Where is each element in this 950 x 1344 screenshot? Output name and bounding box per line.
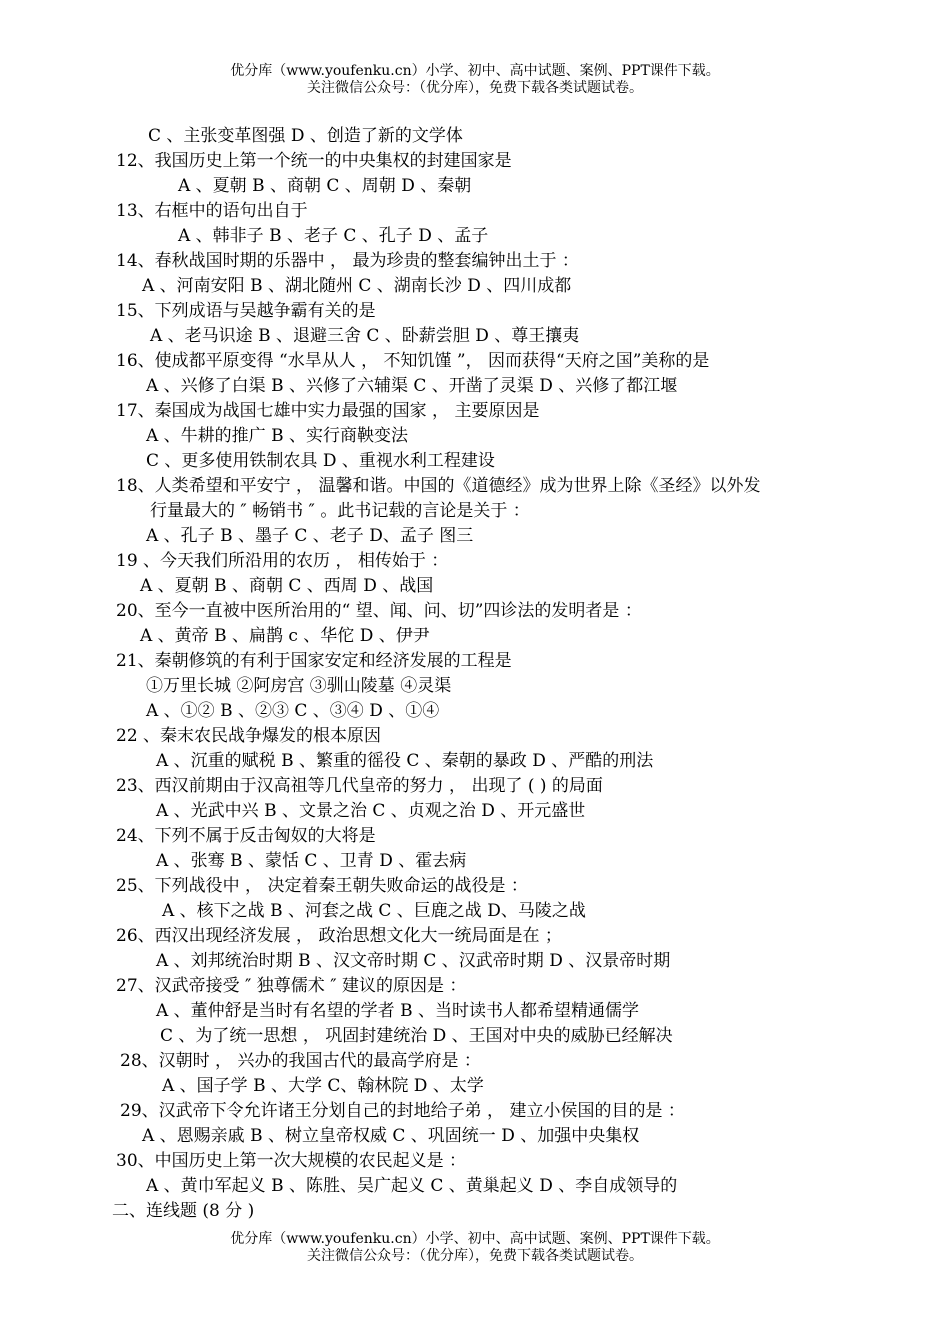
options-18: A 、孔子 B 、墨子 C 、老子 D、孟子 图三 — [146, 526, 474, 546]
question-29: 29、汉武帝下令允许诸王分划自己的封地给子弟 ， 建立小侯国的目的是 ： — [120, 1101, 685, 1121]
question-20: 20、至今一直被中医所治用的“ 望、闻、问、切”四诊法的发明者是 ： — [116, 601, 642, 621]
question-15: 15、下列成语与吴越争霸有关的是 — [116, 301, 376, 321]
options-23: A 、光武中兴 B 、文景之治 C 、贞观之治 D 、开元盛世 — [156, 801, 586, 821]
options-27-ab: A 、董仲舒是当时有名望的学者 B 、当时读书人都希望精通儒学 — [156, 1001, 639, 1021]
question-27: 27、汉武帝接受 ″ 独尊儒术 ″ 建议的原因是 ： — [116, 976, 467, 996]
options-12: A 、夏朝 B 、商朝 C 、周朝 D 、秦朝 — [178, 176, 472, 196]
page-header — [0, 63, 950, 97]
options-15: A 、老马识途 B 、退避三舍 C 、卧薪尝胆 D 、尊王攘夷 — [150, 326, 580, 346]
question-25: 25、下列战役中 ， 决定着秦王朝失败命运的战役是 ： — [116, 876, 528, 896]
options-24: A 、张骞 B 、蒙恬 C 、卫青 D 、霍去病 — [156, 851, 467, 871]
question-18-cont: 行量最大的 ″ 畅销书 ″ 。此书记载的言论是关于 ： — [150, 501, 530, 521]
options-28: A 、国子学 B 、大学 C、翰林院 D 、太学 — [162, 1076, 484, 1096]
options-16: A 、兴修了白渠 B 、兴修了六辅渠 C 、开凿了灵渠 D 、兴修了都江堰 — [146, 376, 678, 396]
text-line: C 、主张变革图强 D 、创造了新的文学体 — [148, 126, 463, 146]
question-13: 13、右框中的语句出自于 — [116, 201, 308, 221]
header-line-1: 优分库（www.youfenku.cn）小学、初中、高中试题、案例、PPT课件下载。 — [230, 63, 720, 79]
question-19: 19 、今天我们所沿用的农历 ， 相传始于 ： — [116, 551, 449, 571]
question-12: 12、我国历史上第一个统一的中央集权的封建国家是 — [116, 151, 512, 171]
options-26: A 、刘邦统治时期 B 、汉文帝时期 C 、汉武帝时期 D 、汉景帝时期 — [156, 951, 671, 971]
footer-line-2: 关注微信公众号：（优分库），免费下载各类试题试卷。 — [307, 1248, 643, 1264]
question-30: 30、中国历史上第一次大规模的农民起义是 ： — [116, 1151, 467, 1171]
options-13: A 、韩非子 B 、老子 C 、孔子 D 、孟子 — [178, 226, 489, 246]
options-14: A 、河南安阳 B 、湖北随州 C 、湖南长沙 D 、四川成都 — [142, 276, 572, 296]
question-14: 14、春秋战国时期的乐器中 ， 最为珍贵的整套编钟出土于 ： — [116, 251, 579, 271]
header-line-2: 关注微信公众号：（优分库），免费下载各类试题试卷。 — [307, 80, 643, 96]
options-19: A 、夏朝 B 、商朝 C 、西周 D 、战国 — [140, 576, 434, 596]
question-17: 17、秦国成为战国七雄中实力最强的国家 ， 主要原因是 — [116, 401, 540, 421]
footer-line-1: 优分库（www.youfenku.cn）小学、初中、高中试题、案例、PPT课件下载。 — [230, 1231, 720, 1247]
question-23: 23、西汉前期由于汉高祖等几代皇帝的努力 ， 出现了 ( ) 的局面 — [116, 776, 603, 796]
question-16: 16、使成都平原变得 “水旱从人 ， 不知饥馑 ”， 因而获得“天府之国”美称的是 — [116, 351, 710, 371]
options-22: A 、沉重的赋税 B 、繁重的徭役 C 、秦朝的暴政 D 、严酷的刑法 — [156, 751, 654, 771]
question-24: 24、下列不属于反击匈奴的大将是 — [116, 826, 376, 846]
options-27-cd: C 、为了统一思想 ， 巩固封建统治 D 、王国对中央的威胁已经解决 — [160, 1026, 673, 1046]
options-30: A 、黄巾军起义 B 、陈胜、吴广起义 C 、黄巢起义 D 、李自成领导的 — [146, 1176, 678, 1196]
question-18: 18、人类希望和平安宁 ， 温馨和谐。中国的《道德经》成为世界上除《圣经》以外发 — [116, 476, 761, 496]
page-footer — [0, 1231, 950, 1265]
options-17-ab: A 、牛耕的推广 B 、实行商鞅变法 — [146, 426, 408, 446]
question-28: 28、汉朝时 ， 兴办的我国古代的最高学府是 ： — [120, 1051, 481, 1071]
items-21: ①万里长城 ②阿房宫 ③驯山陵墓 ④灵渠 — [146, 676, 452, 696]
options-29: A 、恩赐亲戚 B 、树立皇帝权威 C 、巩固统一 D 、加强中央集权 — [142, 1126, 640, 1146]
options-20: A 、黄帝 B 、扁鹊 c 、华佗 D 、伊尹 — [140, 626, 430, 646]
options-21: A 、①② B 、②③ C 、③④ D 、①④ — [146, 701, 440, 721]
question-22: 22 、秦末农民战争爆发的根本原因 — [116, 726, 382, 746]
question-21: 21、秦朝修筑的有利于国家安定和经济发展的工程是 — [116, 651, 512, 671]
options-25: A 、核下之战 B 、河套之战 C 、巨鹿之战 D、马陵之战 — [162, 901, 586, 921]
section-heading: 二、连线题 (8 分 ) — [112, 1201, 255, 1221]
question-26: 26、西汉出现经济发展 ， 政治思想文化大一统局面是在 ； — [116, 926, 562, 946]
options-17-cd: C 、更多使用铁制农具 D 、重视水利工程建设 — [146, 451, 495, 471]
